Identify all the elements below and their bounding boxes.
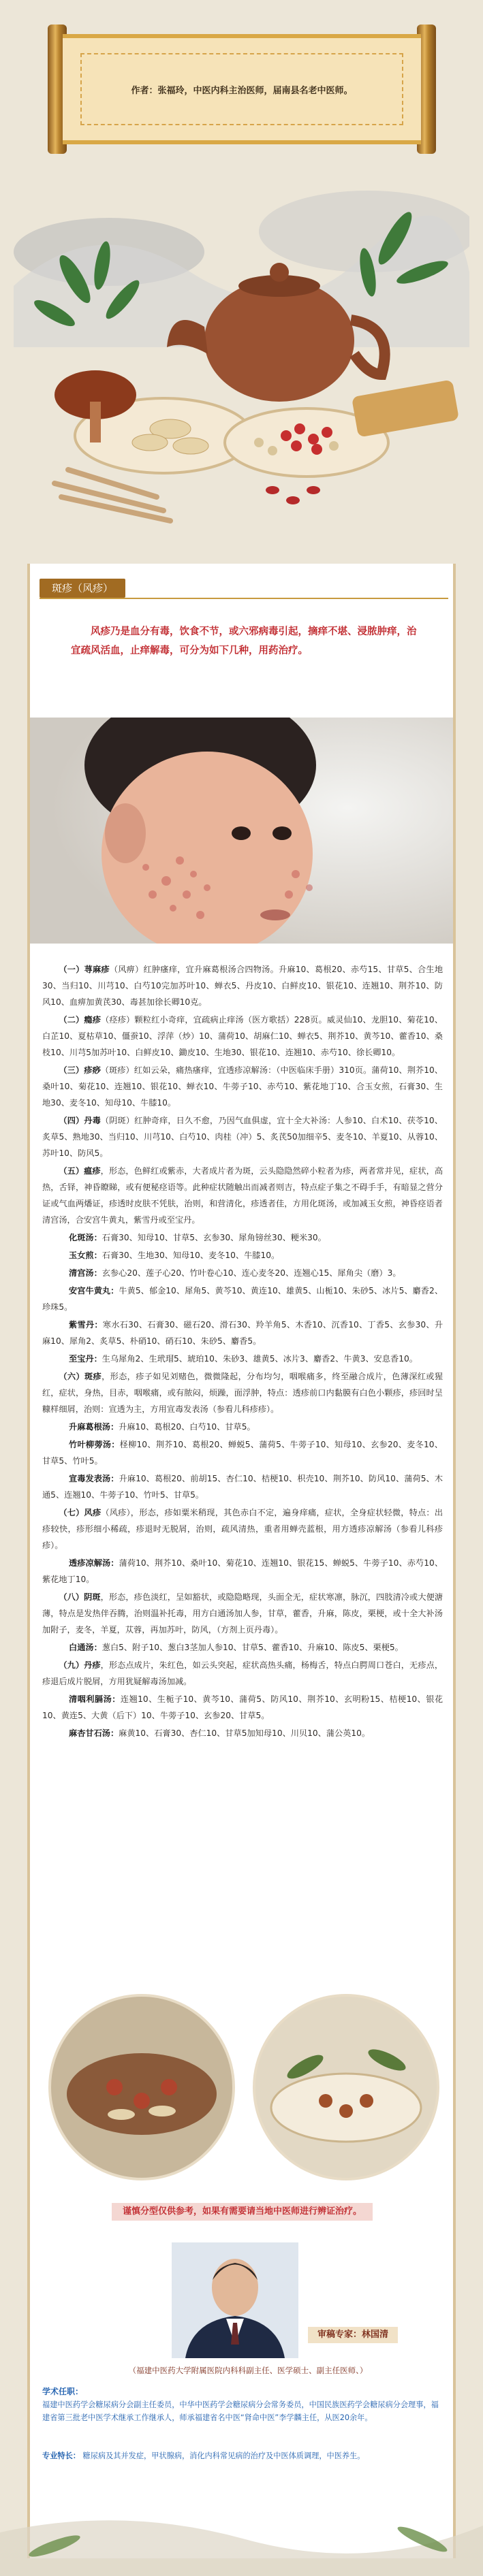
academic-positions xyxy=(42,2385,444,2424)
paragraph-13: 竹叶柳蒡汤：柽柳10、荆芥10、葛根20、蝉蜕5、蒲荷5、牛蒡子10、知母10、玄参20、麦冬10、甘草5、竹叶5。 xyxy=(42,1440,443,1466)
footer-decoration xyxy=(0,2492,483,2576)
herb-circle-images xyxy=(40,1992,448,2183)
paragraph-5: 化斑汤：石膏30、知母10、甘草5、玄参30、犀角镑丝30、粳米30。 xyxy=(69,1233,326,1242)
section-header xyxy=(40,576,448,599)
content-card xyxy=(27,564,456,2558)
author-line: 作者：张福玲，中医内科主治医师，届南县名老中医师。 xyxy=(131,85,353,96)
paragraph-8: 安宫牛黄丸：牛黄5、郁金10、犀角5、黄芩10、黄连10、雄黄5、山栀10、朱砂5、冰片5、麝香2、珍珠5。 xyxy=(42,1286,443,1312)
expert-title: （福建中医药大学附属医院内科科副主任、医学硕士、副主任医师、） xyxy=(128,2366,368,2375)
paragraph-7: 清宫汤：玄参心20、莲子心20、竹叶卷心10、连心麦冬20、连翘心15、犀角尖（磨）3。 xyxy=(69,1268,401,1278)
paragraph-2: （三）疹痧（斑疹）红如云朵，痛热瘙痒，宜透疹凉解汤：（中医临床手册）310页。蒲荷10、荆芥10、桑叶10、菊花10、连翘10、银花10、蝉衣10、牛蒡子10、赤芍10、紫花地丁10、合玉女煎，石膏30、生地30、麦冬10、知母10、牛膝10。 xyxy=(42,1065,443,1108)
treatment-body xyxy=(42,961,443,1743)
expert-portrait xyxy=(172,2242,298,2358)
section-tag: 斑疹（风疹） xyxy=(40,579,125,598)
paragraph-6: 玉女煎：石膏30、生地30、知母10、麦冬10、牛膝10。 xyxy=(69,1251,280,1260)
paragraph-11: （六）斑疹，形态，疹子如见刘赌色，微微隆起，分布均匀，咽喉痛多，终至融合成片，色薄深红或猩红，症状，身热，目赤，咽喉痛，或有脓闷，烦躁，面浮肿，特点：透疹前口内黏膜有白色小颗疹，疹回时呈糠样细屑，治则：宣透为主，方用宣毒发表汤（参看儿科疹疹）。 xyxy=(42,1372,443,1414)
paragraph-1: （二）瘾疹（痉疹）颗粒红小奇痒，宜疏病止痒汤（医方歌括）228页。威灵仙10、龙胆10、菊花10、白芷10、夏枯草10、僵蚕10、浮萍（炒）10、蒲荷10、胡麻仁10、蝉衣5、荆芥10、黄芩10、藿香10、桑枝10、川芎5加苏叶10、白鲜皮10、鋤皮10、生地30、银花10、连翘10、赤芍10、徐长卿10。 xyxy=(42,1015,443,1057)
specialty-section xyxy=(42,2449,444,2462)
intro-text: 风疹乃是血分有毒，饮食不节，或六邪病毒引起，摘痒不堪、浸脓肿痒，治宜疏风活血，止痒解毒，可分为如下几种，用药治疗。 xyxy=(71,626,417,656)
paragraph-0: （一）荨麻疹（风痹）红肿瘙痒，宜升麻葛根汤合四物汤。升麻10、葛根20、赤芍15、甘草5、合生地30、当归10、川芎10、白芍10完加苏叶10、蝉衣5、丹皮10、白鲜皮10、银花10、连翘10、荆芥10、防风10、血痹加黄芪30、毒甚加徐长卿10克。 xyxy=(42,965,443,1007)
paragraph-19: （九）丹疹，形态点成片，朱红色，如云头突起，症状高热头痛，杨梅舌，特点白腭周口苍白，无疹点，疹退后成片脱屑，方用犹疑解毒汤加减。 xyxy=(42,1660,443,1686)
disclaimer-note: 谨慎分型仅供参考，如果有需要请当地中医师进行辨证治疗。 xyxy=(112,2203,373,2221)
specialty-text: 糖尿病及其并发症，甲状腺病，消化内科常见病的治疗及中医体质调理，中医养生。 xyxy=(82,2451,365,2460)
paragraph-16: 透疹凉解汤：蒲荷10、荆芥10、桑叶10、菊花10、连翘10、银花15、蝉蜕5、牛蒡子10、赤芍10、紫花地丁10。 xyxy=(42,1558,443,1584)
paragraph-3: （四）丹毒（阴斑）红肿奇痒，日久不愈，乃因气血俱虚，宜十全大补汤：人参10、白术10、茯苓10、炙草5、熟地30、当归10、川芎10、白芍10、肉桂（冲）5、炙芪50加细辛5、麦冬10、羊夏10、从蓉10、苏叶10、防风5。 xyxy=(42,1116,443,1158)
paragraph-17: （八）阴斑，形态，疹色淡红，呈如豁状，或隐隐略现，头面全无，症状寒凛，脉沉，四肢清冷或大便溏薄，特点是发热伴吞腾，治则温补托毒，用方白通汤加人参，甘草，藿香，升麻，陈皮，栗梗，或十全大补汤加附子，麦冬，羊夏，苁蓉，再加苏叶，防风，（方剂上页丹毒）。 xyxy=(42,1592,443,1635)
paragraph-18: 白通汤：葱白5、附子10、葱白3茎加人参10、甘草5、藿香10、升麻10、陈皮5、栗梗5。 xyxy=(69,1643,403,1652)
paragraph-20: 清咽利膈汤：连翘10、生栀子10、黄芩10、蒲荷5、防风10、荆芥10、玄明粉15、桔梗10、银花10、黄连5、大黄（后下）10、牛蒡子10、玄参20、甘草5。 xyxy=(42,1694,443,1720)
paragraph-14: 宣毒发表汤：升麻10、葛根20、前胡15、杏仁10、桔梗10、枳壳10、荆芥10、防风10、蒲荷5、木通5、连翘10、牛蒡子10、竹叶5、甘草5。 xyxy=(42,1474,443,1500)
paragraph-12: 升麻葛根汤：升麻10、葛根20、白芍10、甘草5。 xyxy=(69,1422,255,1432)
paragraph-10: 至宝丹：生乌犀角2、生玳瑁5、琥珀10、朱砂3、雄黄5、冰片3、麝香2、牛黄3、安息香10。 xyxy=(69,1354,418,1364)
scroll-inner-frame xyxy=(80,53,403,125)
specialty-head: 专业特长： xyxy=(42,2451,80,2460)
expert-label: 审稿专家：林国清 xyxy=(308,2327,398,2343)
herbal-medicine-illustration xyxy=(14,170,469,538)
child-rash-photo xyxy=(30,718,453,944)
paragraph-9: 紫雪丹：寒水石30、石膏30、磁石20、滑石30、羚羊角5、木香10、沉香10、丁香5、玄参30、升麻10、犀角2、炙草5、朴硝10、硝石10、朱砂5、麝香5。 xyxy=(42,1320,443,1346)
academic-head: 学术任职： xyxy=(42,2387,84,2396)
paragraph-21: 麻杏甘石汤：麻黄10、石膏30、杏仁10、甘草5加知母10、川贝10、蒲公英10。 xyxy=(69,1728,371,1738)
scroll-paper xyxy=(63,34,421,144)
academic-text: 福建中医药学会糖尿病分会副主任委员，中华中医药学会糖尿病分会常务委员，中国民族医药学会糖尿病分会理事，福建省第三批老中医学术继承工作继承人，师承福建省名中医“肾命中医”李学麟主任，从医20余年。 xyxy=(42,2400,439,2422)
paragraph-4: （五）瘟疹，形态，色鲜红或紫赤，大者成片者为斑，云头隐隐然碎小粒者为疹，两者常并见，症状，高热，舌铎，神昏瞭睇，或有便秘痉语等。此种症状随触出而减者则吉，特点症子集之不碍手手，有暗显之营分证或气血两燔证，疹透时皮肤不凭肤，治则，和营清化，疹透者佳，方用化斑汤，或加减玉女煎，神昏痉语者清宫汤，合安宫牛黄丸，紫雪丹或至宝丹。 xyxy=(42,1166,443,1225)
header-scroll xyxy=(48,25,436,154)
paragraph-15: （七）风疹（风疹），形态，疹如粟米稍现，其色赤白不定，遍身痒痛，症状，全身症状轻微，特点：出疹较快，疹形细小稀疏，疹退时无脱屑，治则，疏风清热，重者用蝉壳蓝根，用方透疹凉解汤（参看儿科疹疹）。 xyxy=(42,1508,443,1550)
